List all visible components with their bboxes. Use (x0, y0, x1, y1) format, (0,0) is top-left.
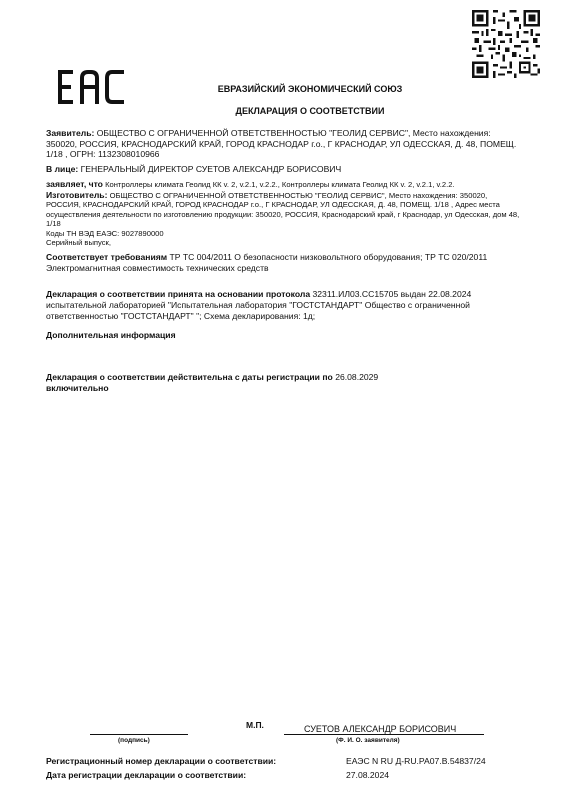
serial-text: Серийный выпуск, (46, 238, 111, 248)
validity-section (46, 372, 522, 393)
person-section (46, 164, 522, 175)
manufacturer-section (46, 190, 522, 229)
codes-label: Коды ТН ВЭД ЕАЭС: (46, 228, 120, 238)
registration-number-label: Регистрационный номер декларации о соответствии: (46, 756, 277, 766)
declares-section (46, 179, 522, 190)
registration-number: ЕАЭС N RU Д-RU.PA07.B.54837/24 (346, 756, 486, 766)
validity-date: 26.08.2029 (335, 372, 379, 383)
applicant-section (46, 128, 522, 160)
document-title: ДЕКЛАРАЦИЯ О СООТВЕТСТВИИ (235, 106, 385, 117)
signatory-name: СУЕТОВ АЛЕКСАНДР БОРИСОВИЧ (304, 724, 457, 734)
registration-date-label: Дата регистрации декларации о соответствии: (46, 770, 247, 780)
basis-label: Декларация о соответствии принята на основании протокола (46, 289, 311, 300)
basis-text: 32311.ИЛ03.СС15705 выдан 22.08.2024 испытательной лабораторией "Испытательная лаборатория "ГОСТСТАНДАРТ" Общество с ограниченной ответственностью "ГОСТСТАНДАРТ" "; Схема декларирования: 1д; (46, 289, 472, 321)
basis-section (46, 289, 522, 321)
union-title: ЕВРАЗИЙСКИЙ ЭКОНОМИЧЕСКИЙ СОЮЗ (217, 84, 403, 94)
manufacturer-label: Изготовитель: (46, 189, 108, 200)
stamp-label: М.П. (246, 720, 264, 730)
name-line (284, 734, 484, 735)
applicant-text: ОБЩЕСТВО С ОГРАНИЧЕННОЙ ОТВЕТСТВЕННОСТЬЮ "ГЕОЛИД СЕРВИС", Место нахождения: 350020, РОССИЯ, КРАСНОДАРСКИЙ КРАЙ, ГОРОД КРАСНОДАР г.о., Г КРАСНОДАР, УЛ ОДЕССКАЯ, Д. 48, ПОМЕЩ. 1/18 , ОГРН: 1132308010966 (46, 128, 517, 160)
manufacturer-text: ОБЩЕСТВО С ОГРАНИЧЕННОЙ ОТВЕТСТВЕННОСТЬЮ "ГЕОЛИД СЕРВИС", Место нахождения: 350020, РОССИЯ, КРАСНОДАРСКИЙ КРАЙ, ГОРОД КРАСНОДАР г.о., Г КРАСНОДАР, УЛ ОДЕССКАЯ, Д. 48, ПОМЕЩ. 1/18 , Адрес места осуществления деятельности по изготовлению продукции: 350020, РОССИЯ, Краснодарский край, г Краснодар, ул Одесская, дом 48, 1/18 (46, 190, 520, 229)
codes-section (46, 229, 522, 238)
declares-label: заявляет, что (46, 178, 103, 189)
person-text: ГЕНЕРАЛЬНЫЙ ДИРЕКТОР СУЕТОВ АЛЕКСАНДР БОРИСОВИЧ (80, 164, 342, 175)
validity-suffix: включительно (46, 382, 109, 393)
requirements-label: Соответствует требованиям (46, 251, 168, 262)
eac-logo (58, 70, 126, 104)
validity-label: Декларация о соответствии действительна с даты регистрации по (46, 372, 333, 383)
additional-label: Дополнительная информация (46, 329, 176, 340)
requirements-text: ТР ТС 004/2011 О безопасности низковольтного оборудования; ТР ТС 020/2011 Электромагнитная совместимость технических средств (46, 251, 488, 273)
person-label: В лице: (46, 164, 79, 175)
qr-code (472, 10, 540, 78)
registration-date: 27.08.2024 (346, 770, 390, 780)
requirements-section (46, 252, 522, 273)
applicant-label: Заявитель: (46, 128, 95, 138)
signature-caption: (подпись) (118, 737, 150, 744)
name-caption: (Ф. И. О. заявителя) (336, 737, 400, 744)
declaration-body (46, 128, 522, 394)
declares-text: Контроллеры климата Геолид КК v. 2, v.2.1, v.2.2., Контроллеры климата Геолид КК v. 2, v.2.1, v.2.2. (105, 179, 455, 189)
document-header (150, 84, 470, 118)
additional-section (46, 330, 522, 341)
signature-line (90, 734, 188, 735)
codes-value: 9027890000 (121, 228, 164, 238)
